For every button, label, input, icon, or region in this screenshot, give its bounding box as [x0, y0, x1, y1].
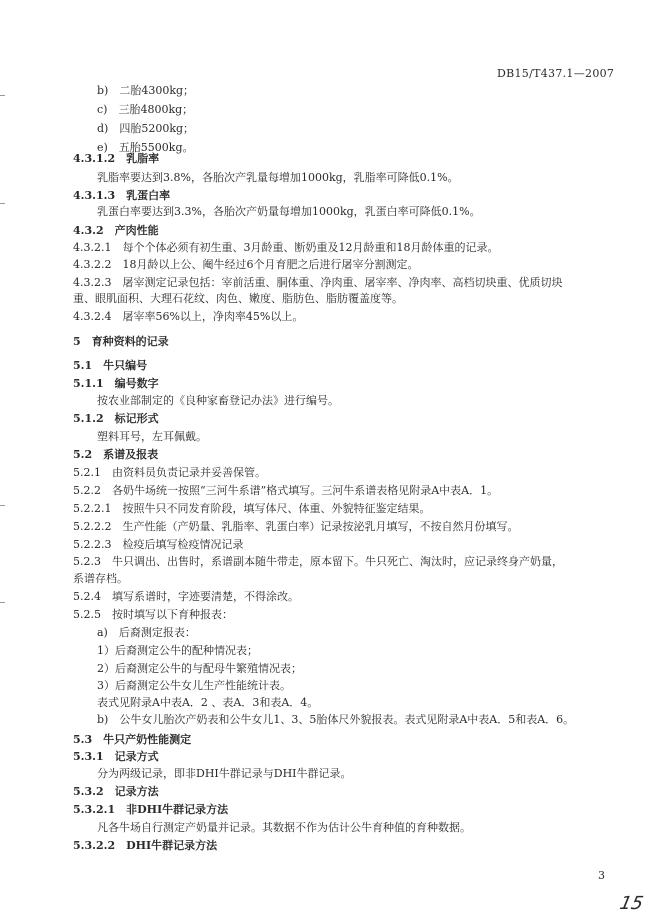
text-line: 分为两级记录，即非DHI牛群记录与DHI牛群记录。: [97, 767, 352, 780]
text-line: 5.2.2.2 生产性能（产奶量、乳脂率、乳蛋白率）记录按泌乳月填写，不按自然月份填写。: [73, 520, 519, 533]
text-line: 4.3.2.4 屠宰率56%以上，净肉率45%以上。: [73, 310, 304, 323]
section-heading: 4.3.1.2 乳脂率: [73, 152, 160, 165]
margin-mark: [0, 602, 5, 603]
text-line: 5.2.3 牛只调出、出售时，系谱副本随牛带走，原本留下。牛只死亡、淘汰时，应记录终身产奶量，: [73, 555, 563, 568]
handwritten-page-note: 15: [617, 893, 646, 914]
section-heading: 5.3 牛只产奶性能测定: [73, 733, 192, 746]
text-line: 塑料耳号，左耳佩戴。: [97, 430, 207, 443]
section-heading: 5.1.1 编号数字: [73, 377, 159, 390]
text-line: 按农业部制定的《良种家畜登记办法》进行编号。: [97, 394, 339, 407]
section-heading: 5 育种资料的记录: [73, 335, 169, 348]
section-heading: 5.3.2 记录方法: [73, 785, 159, 798]
standard-code: DB15/T437.1—2007: [497, 67, 615, 80]
section-heading: 4.3.1.3 乳蛋白率: [73, 189, 171, 202]
text-line: 系谱存档。: [73, 572, 128, 585]
section-heading: 5.3.1 记录方式: [73, 750, 159, 763]
section-heading: 5.3.2.2 DHI牛群记录方法: [73, 839, 218, 852]
section-heading: 5.1 牛只编号: [73, 359, 148, 372]
text-line: 3）后裔测定公牛女儿生产性能统计表。: [97, 679, 291, 692]
text-line: 4.3.2.1 每个个体必须有初生重、3月龄重、断奶重及12月龄重和18月龄体重的记录。: [73, 241, 499, 254]
text-line: b) 二胎4300kg；: [97, 84, 195, 97]
text-line: 5.2.4 填写系谱时，字迹要清楚，不得涂改。: [73, 590, 299, 603]
text-line: 5.2.1 由资料员负责记录并妥善保管。: [73, 466, 266, 479]
text-line: 5.2.2.3 检疫后填写检疫情况记录: [73, 538, 244, 551]
text-line: 5.2.2.1 按照牛只不同发育阶段，填写体尺、体重、外貌特征鉴定结果。: [73, 502, 431, 515]
text-line: d) 四胎5200kg；: [97, 122, 195, 135]
section-heading: 5.1.2 标记形式: [73, 412, 159, 425]
text-line: 4.3.2.3 屠宰测定记录包括：宰前活重、胴体重、净肉重、屠宰率、净肉率、高档切块重、优质切块: [73, 276, 563, 289]
text-line: c) 三胎4800kg；: [97, 103, 194, 116]
section-heading: 5.3.2.1 非DHI牛群记录方法: [73, 803, 229, 816]
text-line: 1）后裔测定公牛的配种情况表；: [97, 644, 258, 657]
margin-mark: [0, 203, 5, 204]
text-line: e) 五胎5500kg。: [97, 141, 194, 154]
text-line: b) 公牛女儿胎次产奶表和公牛女儿1、3、5胎体尺外貌报表。表式见附录A中表A．5和表A．6。: [97, 713, 575, 726]
margin-mark: [0, 95, 5, 96]
text-line: 4.3.2.2 18月龄以上公、阉牛经过6个月育肥之后进行屠宰分割测定。: [73, 258, 419, 271]
page-number: 3: [598, 869, 605, 882]
text-line: 2）后裔测定公牛的与配母牛繁殖情况表；: [97, 662, 302, 675]
text-line: a) 后裔测定报表：: [97, 626, 196, 639]
text-line: 5.2.2 各奶牛场统一按照“三河牛系谱”格式填写。三河牛系谱表格见附录A中表A．1。: [73, 484, 499, 497]
text-line: 乳脂率要达到3.8%，各胎次产乳量每增加1000kg，乳脂率可降低0.1%。: [97, 171, 459, 184]
text-line: 5.2.5 按时填写以下育种报表：: [73, 608, 233, 621]
section-heading: 4.3.2 产肉性能: [73, 224, 159, 237]
text-line: 表式见附录A中表A．2 、表A．3和表A．4。: [97, 696, 319, 709]
text-line: 重、眼肌面积、大理石花纹、肉色、嫩度、脂肪色、脂肪覆盖度等。: [73, 292, 403, 305]
text-line: 乳蛋白率要达到3.3%，各胎次产奶量每增加1000kg，乳蛋白率可降低0.1%。: [97, 205, 481, 218]
section-heading: 5.2 系谱及报表: [73, 448, 159, 461]
margin-mark: [0, 505, 5, 506]
text-line: 凡各牛场自行测定产奶量并记录。其数据不作为估计公牛育种值的育种数据。: [97, 821, 471, 834]
